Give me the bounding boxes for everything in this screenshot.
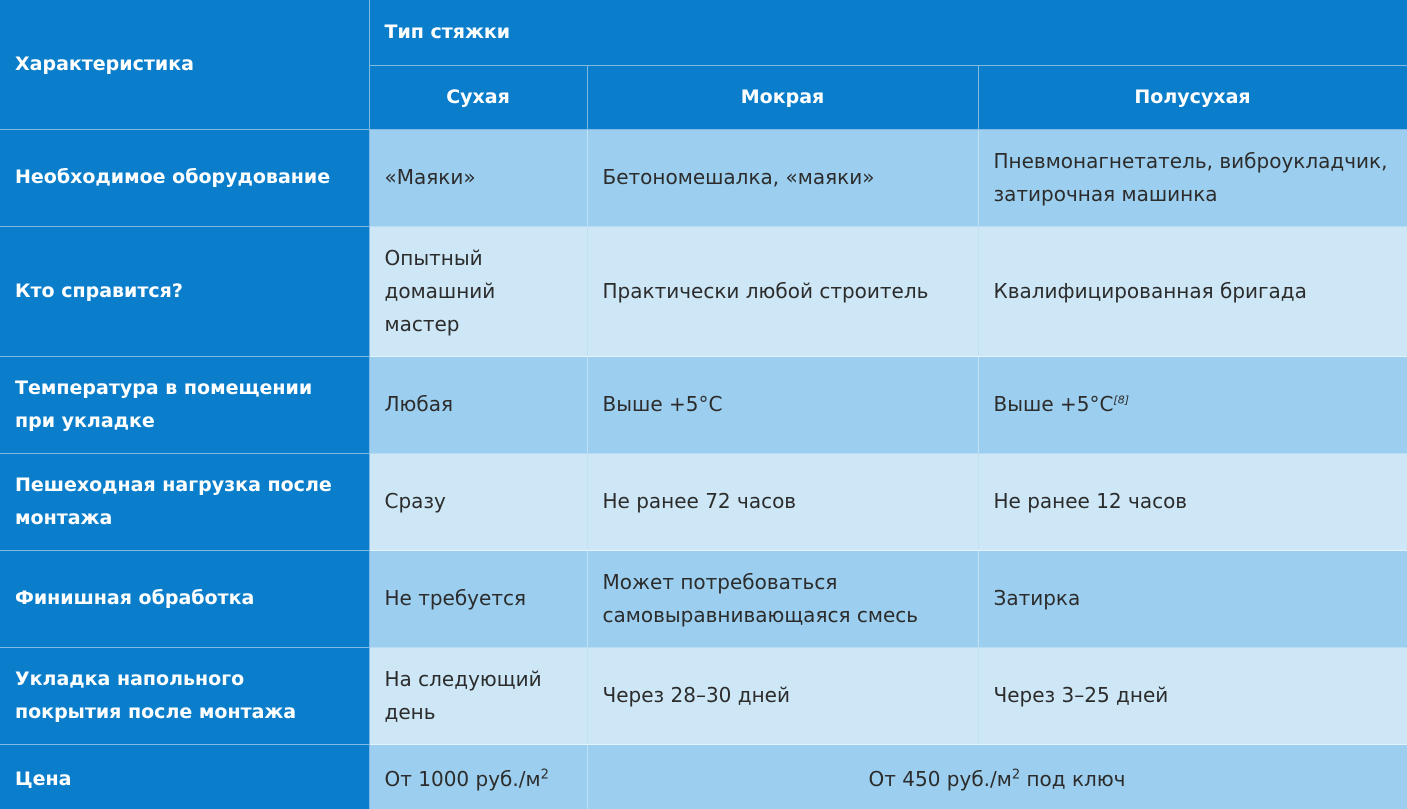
cell-dry: Сразу [369,453,587,550]
cell-semidry: Через 3–25 дней [978,647,1407,744]
row-label-who: Кто справится? [0,226,369,356]
table-row-price [0,744,1407,809]
cell-dry: Опытный домашний мастер [369,226,587,356]
table-row [0,453,1407,550]
cell-dry: Не требуется [369,550,587,647]
cell-dry: Любая [369,356,587,453]
cell-wet: Практически любой строитель [587,226,978,356]
table-row [0,226,1407,356]
column-header-wet: Мокрая [587,65,978,129]
cell-price-dry [369,744,587,809]
table-row [0,550,1407,647]
price-wet-semidry-power: 2 [1011,766,1021,782]
price-wet-semidry-suffix: под ключ [1020,766,1126,791]
cell-dry: На следующий день [369,647,587,744]
cell-wet: Может потребоваться самовыравнивающаяся смесь [587,550,978,647]
table-row [0,647,1407,744]
characteristic-header: Характеристика [0,0,369,129]
header-row-top [0,0,1407,65]
cell-wet: Бетономешалка, «маяки» [587,129,978,226]
row-label-equipment: Необходимое оборудование [0,129,369,226]
column-header-semidry: Полусухая [978,65,1407,129]
cell-wet: Через 28–30 дней [587,647,978,744]
cell-semidry-text: Выше +5°C [993,392,1114,416]
price-wet-semidry-text: От 450 руб./м [868,766,1012,791]
cell-semidry: Не ранее 12 часов [978,453,1407,550]
price-dry-text: От 1000 руб./м [384,766,541,791]
cell-semidry: Квалифицированная бригада [978,226,1407,356]
cell-semidry [978,356,1407,453]
price-dry-power: 2 [540,766,549,782]
cell-dry: «Маяки» [369,129,587,226]
table-row [0,129,1407,226]
cell-wet: Выше +5°C [587,356,978,453]
row-label-flooring: Укладка напольного покрытия после монтажа [0,647,369,744]
column-header-dry: Сухая [369,65,587,129]
row-label-finishing: Финишная обработка [0,550,369,647]
cell-wet: Не ранее 72 часов [587,453,978,550]
footnote-ref-link[interactable]: [8] [1113,393,1130,407]
row-label-price: Цена [0,744,369,809]
cell-semidry: Затирка [978,550,1407,647]
row-label-foot-traffic: Пешеходная нагрузка после монтажа [0,453,369,550]
screed-type-header: Тип стяжки [369,0,1407,65]
cell-semidry: Пневмонагнетатель, виброукладчик, затирочная машинка [978,129,1407,226]
cell-price-wet-semidry [587,744,1407,809]
row-label-temperature: Температура в помещении при укладке [0,356,369,453]
table-row [0,356,1407,453]
